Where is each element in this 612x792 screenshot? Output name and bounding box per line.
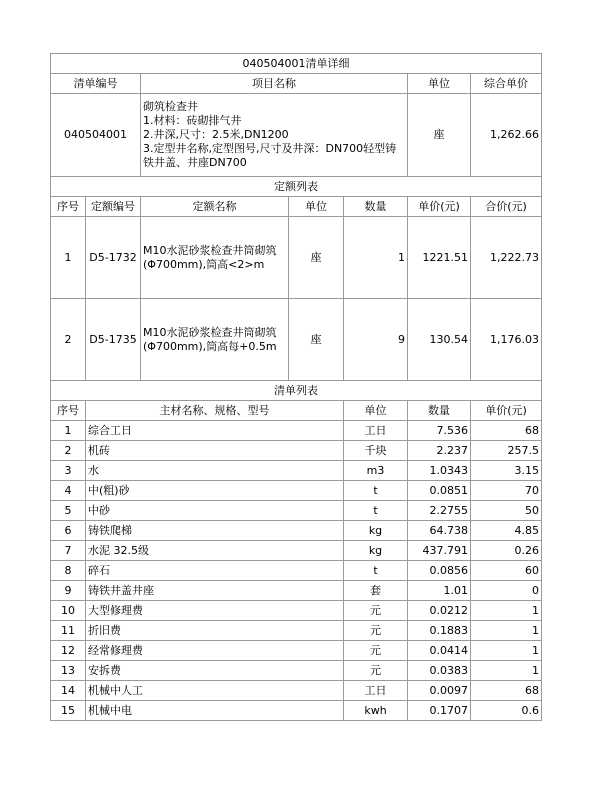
bill-detail-table [50, 53, 542, 721]
quota-price: 130.54 [408, 299, 471, 381]
material-price: 0.26 [471, 541, 542, 561]
material-seq: 7 [51, 541, 86, 561]
material-qty: 64.738 [408, 521, 471, 541]
quota-code: D5-1735 [86, 299, 141, 381]
material-seq-header: 序号 [51, 401, 86, 421]
material-price: 1 [471, 601, 542, 621]
material-price: 70 [471, 481, 542, 501]
bill-unit-header: 单位 [408, 74, 471, 94]
material-qty: 0.0097 [408, 681, 471, 701]
material-name: 综合工日 [86, 421, 344, 441]
bill-price: 1,262.66 [471, 94, 542, 177]
material-name-header: 主材名称、规格、型号 [86, 401, 344, 421]
quota-code-header: 定额编号 [86, 197, 141, 217]
material-price: 60 [471, 561, 542, 581]
material-seq: 6 [51, 521, 86, 541]
material-row [51, 621, 542, 641]
material-qty: 0.1707 [408, 701, 471, 721]
material-qty: 437.791 [408, 541, 471, 561]
material-price: 3.15 [471, 461, 542, 481]
quota-section-title: 定额列表 [51, 177, 542, 197]
material-unit-header: 单位 [344, 401, 408, 421]
material-unit: 元 [344, 621, 408, 641]
material-qty-header: 数量 [408, 401, 471, 421]
quota-row [51, 299, 542, 381]
title-row [51, 54, 542, 74]
quota-qty-header: 数量 [344, 197, 408, 217]
material-seq: 8 [51, 561, 86, 581]
material-section-row [51, 381, 542, 401]
quota-header-row [51, 197, 542, 217]
material-price: 68 [471, 681, 542, 701]
quota-unit: 座 [289, 217, 344, 299]
bill-row [51, 94, 542, 177]
material-row [51, 681, 542, 701]
quota-total: 1,176.03 [471, 299, 542, 381]
material-name: 铸铁井盖井座 [86, 581, 344, 601]
material-row [51, 441, 542, 461]
bill-code: 040504001 [51, 94, 141, 177]
material-price: 68 [471, 421, 542, 441]
material-qty: 0.0212 [408, 601, 471, 621]
page-title: 040504001清单详细 [51, 54, 542, 74]
material-qty: 1.01 [408, 581, 471, 601]
material-seq: 10 [51, 601, 86, 621]
material-unit: 千块 [344, 441, 408, 461]
material-row [51, 521, 542, 541]
material-price: 1 [471, 661, 542, 681]
bill-price-header: 综合单价 [471, 74, 542, 94]
material-unit: t [344, 501, 408, 521]
quota-qty: 1 [344, 217, 408, 299]
material-row [51, 501, 542, 521]
material-seq: 2 [51, 441, 86, 461]
bill-name [141, 94, 408, 177]
bill-header-row [51, 74, 542, 94]
quota-seq: 1 [51, 217, 86, 299]
material-price-header: 单价(元) [471, 401, 542, 421]
material-unit: 工日 [344, 681, 408, 701]
material-header-row [51, 401, 542, 421]
material-row [51, 641, 542, 661]
material-row [51, 701, 542, 721]
material-unit: m3 [344, 461, 408, 481]
material-seq: 3 [51, 461, 86, 481]
material-row [51, 661, 542, 681]
quota-unit-header: 单位 [289, 197, 344, 217]
material-qty: 7.536 [408, 421, 471, 441]
material-unit: 元 [344, 641, 408, 661]
bill-code-header: 清单编号 [51, 74, 141, 94]
material-name: 中(粗)砂 [86, 481, 344, 501]
quota-code: D5-1732 [86, 217, 141, 299]
material-seq: 15 [51, 701, 86, 721]
material-name: 铸铁爬梯 [86, 521, 344, 541]
material-name: 中砂 [86, 501, 344, 521]
material-qty: 0.0383 [408, 661, 471, 681]
material-price: 0.6 [471, 701, 542, 721]
quota-name: M10水泥砂浆检查井筒砌筑(Φ700mm),筒高每+0.5m [141, 299, 289, 381]
material-unit: 元 [344, 661, 408, 681]
bill-unit: 座 [408, 94, 471, 177]
material-row [51, 581, 542, 601]
material-price: 4.85 [471, 521, 542, 541]
material-name: 安拆费 [86, 661, 344, 681]
material-seq: 1 [51, 421, 86, 441]
quota-qty: 9 [344, 299, 408, 381]
material-seq: 11 [51, 621, 86, 641]
material-seq: 12 [51, 641, 86, 661]
material-name: 机械中人工 [86, 681, 344, 701]
bill-name-header: 项目名称 [141, 74, 408, 94]
material-price: 0 [471, 581, 542, 601]
material-row [51, 481, 542, 501]
material-seq: 13 [51, 661, 86, 681]
quota-price-header: 单价(元) [408, 197, 471, 217]
material-row [51, 601, 542, 621]
material-unit: t [344, 481, 408, 501]
bill-name-line: 3.定型井名称,定型图号,尺寸及井深：DN700轻型铸铁井盖、井座DN700 [143, 142, 397, 169]
material-row [51, 421, 542, 441]
quota-seq-header: 序号 [51, 197, 86, 217]
quota-price: 1221.51 [408, 217, 471, 299]
material-unit: kg [344, 521, 408, 541]
material-section-title: 清单列表 [51, 381, 542, 401]
quota-total: 1,222.73 [471, 217, 542, 299]
bill-name-line: 1.材料：砖砌排气井 [143, 114, 242, 127]
material-name: 机砖 [86, 441, 344, 461]
bill-name-line: 2.井深,尺寸：2.5米,DN1200 [143, 128, 289, 141]
quota-total-header: 合价(元) [471, 197, 542, 217]
material-row [51, 461, 542, 481]
quota-seq: 2 [51, 299, 86, 381]
quota-unit: 座 [289, 299, 344, 381]
quota-section-row [51, 177, 542, 197]
material-name: 碎石 [86, 561, 344, 581]
material-name: 机械中电 [86, 701, 344, 721]
quota-name: M10水泥砂浆检查井筒砌筑(Φ700mm),筒高<2>m [141, 217, 289, 299]
material-qty: 0.0856 [408, 561, 471, 581]
material-qty: 2.2755 [408, 501, 471, 521]
material-unit: 套 [344, 581, 408, 601]
material-price: 1 [471, 641, 542, 661]
material-unit: kg [344, 541, 408, 561]
material-qty: 1.0343 [408, 461, 471, 481]
material-price: 257.5 [471, 441, 542, 461]
material-name: 经常修理费 [86, 641, 344, 661]
material-name: 折旧费 [86, 621, 344, 641]
quota-name-header: 定额名称 [141, 197, 289, 217]
bill-name-line: 砌筑检查井 [143, 100, 198, 113]
material-qty: 0.0851 [408, 481, 471, 501]
material-row [51, 541, 542, 561]
material-name: 水 [86, 461, 344, 481]
material-qty: 2.237 [408, 441, 471, 461]
material-unit: 元 [344, 601, 408, 621]
material-seq: 5 [51, 501, 86, 521]
material-name: 大型修理费 [86, 601, 344, 621]
material-row [51, 561, 542, 581]
material-price: 1 [471, 621, 542, 641]
material-qty: 0.1883 [408, 621, 471, 641]
material-unit: t [344, 561, 408, 581]
material-unit: 工日 [344, 421, 408, 441]
material-seq: 9 [51, 581, 86, 601]
material-unit: kwh [344, 701, 408, 721]
material-name: 水泥 32.5级 [86, 541, 344, 561]
material-seq: 14 [51, 681, 86, 701]
material-qty: 0.0414 [408, 641, 471, 661]
material-seq: 4 [51, 481, 86, 501]
material-price: 50 [471, 501, 542, 521]
quota-row [51, 217, 542, 299]
